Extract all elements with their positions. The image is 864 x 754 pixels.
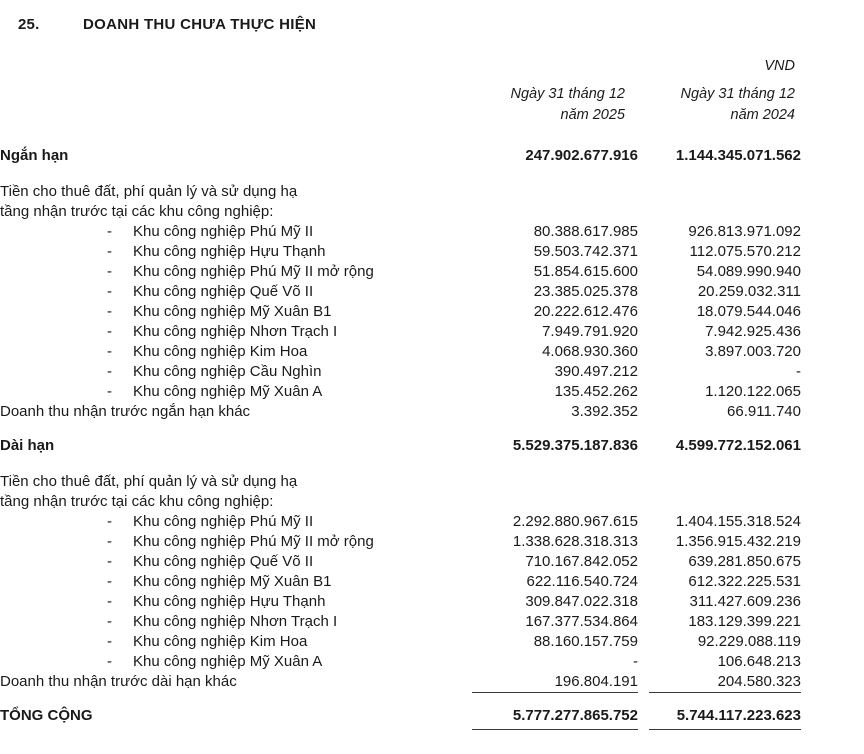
other-value-2024: 204.580.323 xyxy=(717,673,801,690)
bullet-dash: - xyxy=(107,573,112,590)
item-value-2025: 59.503.742.371 xyxy=(533,243,638,260)
table-row xyxy=(0,262,864,282)
row-spacer xyxy=(0,422,864,436)
item-value-2025: 622.116.540.724 xyxy=(526,573,638,590)
item-value-2024: 7.942.925.436 xyxy=(705,323,801,340)
item-value-2024: 311.427.609.236 xyxy=(689,593,801,610)
item-value-2025: 710.167.842.052 xyxy=(525,553,638,570)
item-value-2024: 92.229.088.119 xyxy=(697,633,801,650)
item-value-2025: 2.292.880.967.615 xyxy=(512,513,638,530)
bullet-dash: - xyxy=(107,343,112,360)
item-label: Khu công nghiệp Mỹ Xuân B1 xyxy=(133,303,332,320)
item-value-2025: 88.160.157.759 xyxy=(533,633,638,650)
lead-text-line xyxy=(0,202,864,222)
item-value-2024: 612.322.225.531 xyxy=(688,573,801,590)
other-label: Doanh thu nhận trước dài hạn khác xyxy=(0,673,237,690)
table-row xyxy=(0,572,864,592)
item-value-2024: - xyxy=(796,363,801,380)
bullet-dash: - xyxy=(107,363,112,380)
grand-total-label: TỔNG CỘNG xyxy=(0,707,93,724)
item-value-2025: 309.847.022.318 xyxy=(525,593,638,610)
item-value-2024: 106.648.213 xyxy=(717,653,801,670)
lead-text-line xyxy=(0,182,864,202)
bullet-dash: - xyxy=(107,613,112,630)
section-total-2025: 247.902.677.916 xyxy=(525,147,638,164)
table-row xyxy=(0,322,864,342)
item-label-cell xyxy=(0,512,472,532)
column-header-2024 xyxy=(681,84,795,126)
column-header-2024-line1: Ngày 31 tháng 12 xyxy=(680,86,795,102)
item-value-2024: 926.813.971.092 xyxy=(688,223,801,240)
unearned-revenue-table xyxy=(0,146,864,730)
item-label-cell xyxy=(0,532,472,552)
item-label: Khu công nghiệp Kim Hoa xyxy=(133,343,308,360)
table-row xyxy=(0,592,864,612)
item-label: Khu công nghiệp Hựu Thạnh xyxy=(133,243,326,260)
item-value-2024: 1.404.155.318.524 xyxy=(675,513,801,530)
page-title: DOANH THU CHƯA THỰC HIỆN xyxy=(83,16,317,33)
other-value-2025: 196.804.191 xyxy=(554,673,638,690)
item-value-2024: 1.356.915.432.219 xyxy=(675,533,801,550)
bullet-dash: - xyxy=(107,513,112,530)
other-label: Doanh thu nhận trước ngắn hạn khác xyxy=(0,403,251,420)
table-row xyxy=(0,632,864,652)
item-value-2024: 18.079.544.046 xyxy=(696,303,801,320)
column-header-2025-line2: năm 2025 xyxy=(560,107,625,123)
section-heading-short-term xyxy=(0,146,864,173)
table-body xyxy=(0,146,864,730)
lead-text-line xyxy=(0,472,864,492)
item-value-2025: 20.222.612.476 xyxy=(533,303,638,320)
item-value-2025: - xyxy=(633,653,638,670)
table-row xyxy=(0,512,864,532)
item-label: Khu công nghiệp Nhơn Trạch I xyxy=(133,323,338,340)
item-value-2024: 639.281.850.675 xyxy=(688,553,801,570)
item-value-2024: 3.897.003.720 xyxy=(705,343,801,360)
bullet-dash: - xyxy=(107,283,112,300)
item-label-cell xyxy=(0,652,472,672)
table-row-other xyxy=(0,402,864,422)
table-row xyxy=(0,282,864,302)
table-row xyxy=(0,552,864,572)
lead-text: tầng nhận trước tại các khu công nghiệp: xyxy=(0,493,274,510)
table-row xyxy=(0,342,864,362)
table-row xyxy=(0,652,864,672)
other-value-2024: 66.911.740 xyxy=(727,403,801,420)
table-row xyxy=(0,302,864,322)
item-value-2025: 23.385.025.378 xyxy=(533,283,638,300)
bullet-dash: - xyxy=(107,533,112,550)
bullet-dash: - xyxy=(107,653,112,670)
table-row xyxy=(0,382,864,402)
item-label: Khu công nghiệp Quế Võ II xyxy=(133,283,314,300)
item-label-cell xyxy=(0,302,472,322)
item-value-2025: 390.497.212 xyxy=(554,363,638,380)
item-value-2025: 135.452.262 xyxy=(554,383,638,400)
table-row xyxy=(0,612,864,632)
grand-total-2025: 5.777.277.865.752 xyxy=(472,704,638,730)
item-value-2025: 7.949.791.920 xyxy=(542,323,638,340)
item-value-2024: 54.089.990.940 xyxy=(696,263,801,280)
item-label: Khu công nghiệp Mỹ Xuân A xyxy=(133,653,323,670)
item-label: Khu công nghiệp Hựu Thạnh xyxy=(133,593,326,610)
item-label-cell xyxy=(0,242,472,262)
rule-2025 xyxy=(472,693,638,705)
bullet-dash: - xyxy=(107,243,112,260)
item-value-2025: 167.377.534.864 xyxy=(525,613,638,630)
item-label: Khu công nghiệp Quế Võ II xyxy=(133,553,314,570)
row-spacer xyxy=(0,463,864,472)
column-header-2024-line2: năm 2024 xyxy=(730,107,795,123)
lead-text-line xyxy=(0,492,864,512)
item-label-cell xyxy=(0,632,472,652)
note-heading xyxy=(0,16,864,40)
item-label: Khu công nghiệp Kim Hoa xyxy=(133,633,308,650)
grand-total-2024: 5.744.117.223.623 xyxy=(649,704,801,730)
table-row-other xyxy=(0,672,864,693)
lead-text: tầng nhận trước tại các khu công nghiệp: xyxy=(0,203,274,220)
table-row xyxy=(0,242,864,262)
total-rule xyxy=(0,693,864,705)
column-header-2025-line1: Ngày 31 tháng 12 xyxy=(510,86,625,102)
table-row xyxy=(0,362,864,382)
item-label: Khu công nghiệp Mỹ Xuân B1 xyxy=(133,573,332,590)
bullet-dash: - xyxy=(107,323,112,340)
item-label-cell xyxy=(0,572,472,592)
bullet-dash: - xyxy=(107,553,112,570)
item-label-cell xyxy=(0,362,472,382)
item-value-2024: 183.129.399.221 xyxy=(688,613,801,630)
item-label: Khu công nghiệp Mỹ Xuân A xyxy=(133,383,323,400)
item-value-2025: 51.854.615.600 xyxy=(533,263,638,280)
note-number: 25. xyxy=(18,16,40,33)
lead-text: Tiền cho thuê đất, phí quản lý và sử dụng hạ xyxy=(0,183,298,200)
item-label-cell xyxy=(0,282,472,302)
item-label-cell xyxy=(0,592,472,612)
item-value-2024: 1.120.122.065 xyxy=(705,383,801,400)
item-label-cell xyxy=(0,552,472,572)
bullet-dash: - xyxy=(107,633,112,650)
table-row xyxy=(0,532,864,552)
item-label: Khu công nghiệp Phú Mỹ II xyxy=(133,513,314,530)
section-heading-label: Ngắn hạn xyxy=(0,147,69,164)
bullet-dash: - xyxy=(107,263,112,280)
column-header-2025 xyxy=(511,84,625,126)
rule-2024 xyxy=(649,693,801,705)
other-value-2025: 3.392.352 xyxy=(571,403,638,420)
grand-total-row xyxy=(0,704,864,730)
item-value-2024: 112.075.570.212 xyxy=(689,243,801,260)
table-column-header xyxy=(0,58,864,128)
section-heading-label: Dài hạn xyxy=(0,437,55,454)
item-value-2025: 1.338.628.318.313 xyxy=(512,533,638,550)
item-label: Khu công nghiệp Nhơn Trạch I xyxy=(133,613,338,630)
section-total-2025: 5.529.375.187.836 xyxy=(512,437,638,454)
table-row xyxy=(0,222,864,242)
item-label-cell xyxy=(0,322,472,342)
item-value-2024: 20.259.032.311 xyxy=(697,283,801,300)
bullet-dash: - xyxy=(107,593,112,610)
section-total-2024: 4.599.772.152.061 xyxy=(675,437,801,454)
item-value-2025: 80.388.617.985 xyxy=(533,223,638,240)
bullet-dash: - xyxy=(107,383,112,400)
item-label: Khu công nghiệp Phú Mỹ II mở rộng xyxy=(133,533,374,550)
lead-text: Tiền cho thuê đất, phí quản lý và sử dụng hạ xyxy=(0,473,298,490)
item-label-cell xyxy=(0,222,472,242)
item-label-cell xyxy=(0,342,472,362)
section-heading-long-term xyxy=(0,436,864,463)
currency-unit-label: VND xyxy=(764,58,795,74)
item-label-cell xyxy=(0,382,472,402)
item-label: Khu công nghiệp Phú Mỹ II xyxy=(133,223,314,240)
item-value-2025: 4.068.930.360 xyxy=(542,343,638,360)
item-label: Khu công nghiệp Cầu Nghìn xyxy=(133,363,322,380)
bullet-dash: - xyxy=(107,303,112,320)
item-label: Khu công nghiệp Phú Mỹ II mở rộng xyxy=(133,263,374,280)
item-label-cell xyxy=(0,612,472,632)
row-spacer xyxy=(0,173,864,182)
bullet-dash: - xyxy=(107,223,112,240)
item-label-cell xyxy=(0,262,472,282)
section-total-2024: 1.144.345.071.562 xyxy=(675,147,801,164)
